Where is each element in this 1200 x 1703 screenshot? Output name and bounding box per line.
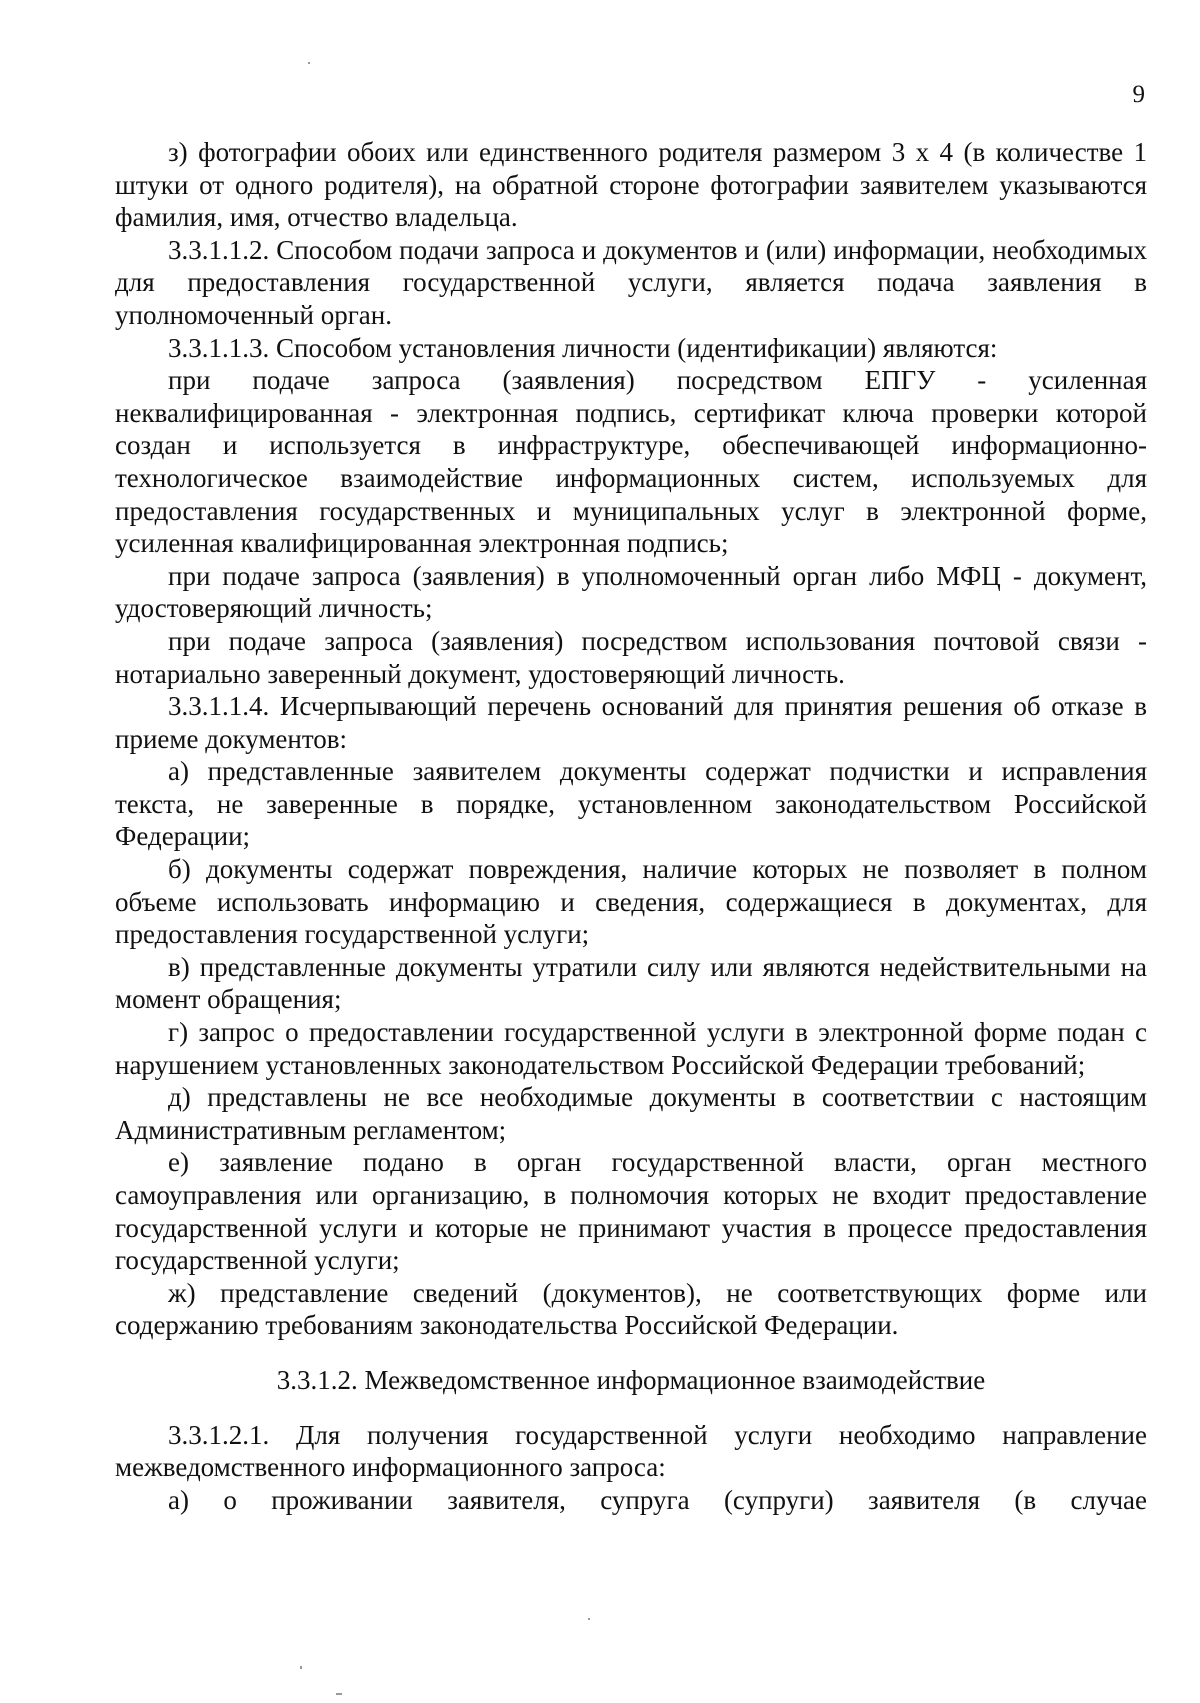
scan-speck (588, 1618, 590, 1620)
paragraph-photos: з) фотографии обоих или единственного родителя размером 3 х 4 (в количестве 1 штуки от одного родителя), на обратной стороне фотографии заявителем указываются фамилия, имя, отчество владельца. (115, 137, 1147, 233)
paragraph-3-3-1-1-4: 3.3.1.1.4. Исчерпывающий перечень оснований для принятия решения об отказе в приеме документов: (115, 691, 1147, 754)
document-body (115, 136, 1147, 1516)
list-item-a-corrections: а) представленные заявителем документы содержат подчистки и исправления текста, не заверенные в порядке, установленном законодательством Российской Федерации; (115, 756, 1147, 852)
paragraph-epgu-signature: при подаче запроса (заявления) посредством ЕПГУ - усиленная неквалифицированная - электронная подпись, сертификат ключа проверки которой создан и используется в инфраструктуре, обеспечивающей информационно-технологическое взаимодействие информационных систем, используемых для предоставления государственных и муниципальных услуг в электронной форме, усиленная квалифицированная электронная подпись; (115, 365, 1147, 559)
list-item-a-residence: а) о проживании заявителя, супруга (супруги) заявителя (в случае (168, 1484, 1147, 1515)
list-item-g-electronic-request: г) запрос о предоставлении государственной услуги в электронной форме подан с нарушением установленных законодательством Российской Федерации требований; (115, 1017, 1147, 1080)
section-heading: 3.3.1.2. Межведомственное информационное взаимодействие (276, 1364, 986, 1395)
page-number: 9 (1132, 81, 1145, 108)
paragraph-3-3-1-1-3: 3.3.1.1.3. Способом установления личности (идентификации) являются: (168, 332, 998, 363)
list-item-d-incomplete: д) представлены не все необходимые документы в соответствии с настоящим Административным регламентом; (115, 1082, 1147, 1145)
scan-speck (308, 62, 310, 64)
scan-speck (336, 1693, 342, 1695)
scan-speck (300, 1666, 302, 1669)
paragraph-postal-identity: при подаче запроса (заявления) посредством использования почтовой связи - нотариально заверенный документ, удостоверяющий личность. (115, 625, 1147, 689)
list-item-e-wrong-authority: е) заявление подано в орган государственной власти, орган местного самоуправления или организацию, в полномочия которых не входит предоставление государственной услуги и которые не принимают участия в процессе предоставления государственной услуги; (115, 1147, 1147, 1276)
paragraph-mfc-identity: при подаче запроса (заявления) в уполномоченный орган либо МФЦ - документ, удостоверяющий личность; (115, 560, 1147, 624)
paragraph-3-3-1-1-2: 3.3.1.1.2. Способом подачи запроса и документов и (или) информации, необходимых для предоставления государственной услуги, является подача заявления в уполномоченный орган. (115, 234, 1147, 330)
list-item-zh-nonconforming: ж) представление сведений (документов), не соответствующих форме или содержанию требованиям законодательства Российской Федерации. (115, 1277, 1147, 1341)
list-item-v-invalid: в) представленные документы утратили силу или являются недействительными на момент обращения; (115, 951, 1147, 1015)
paragraph-3-3-1-2-1: 3.3.1.2.1. Для получения государственной услуги необходимо направление межведомственного информационного запроса: (115, 1419, 1147, 1483)
list-item-b-damage: б) документы содержат повреждения, наличие которых не позволяет в полном объеме использовать информацию и сведения, содержащиеся в документах, для предоставления государственной услуги; (115, 854, 1147, 950)
